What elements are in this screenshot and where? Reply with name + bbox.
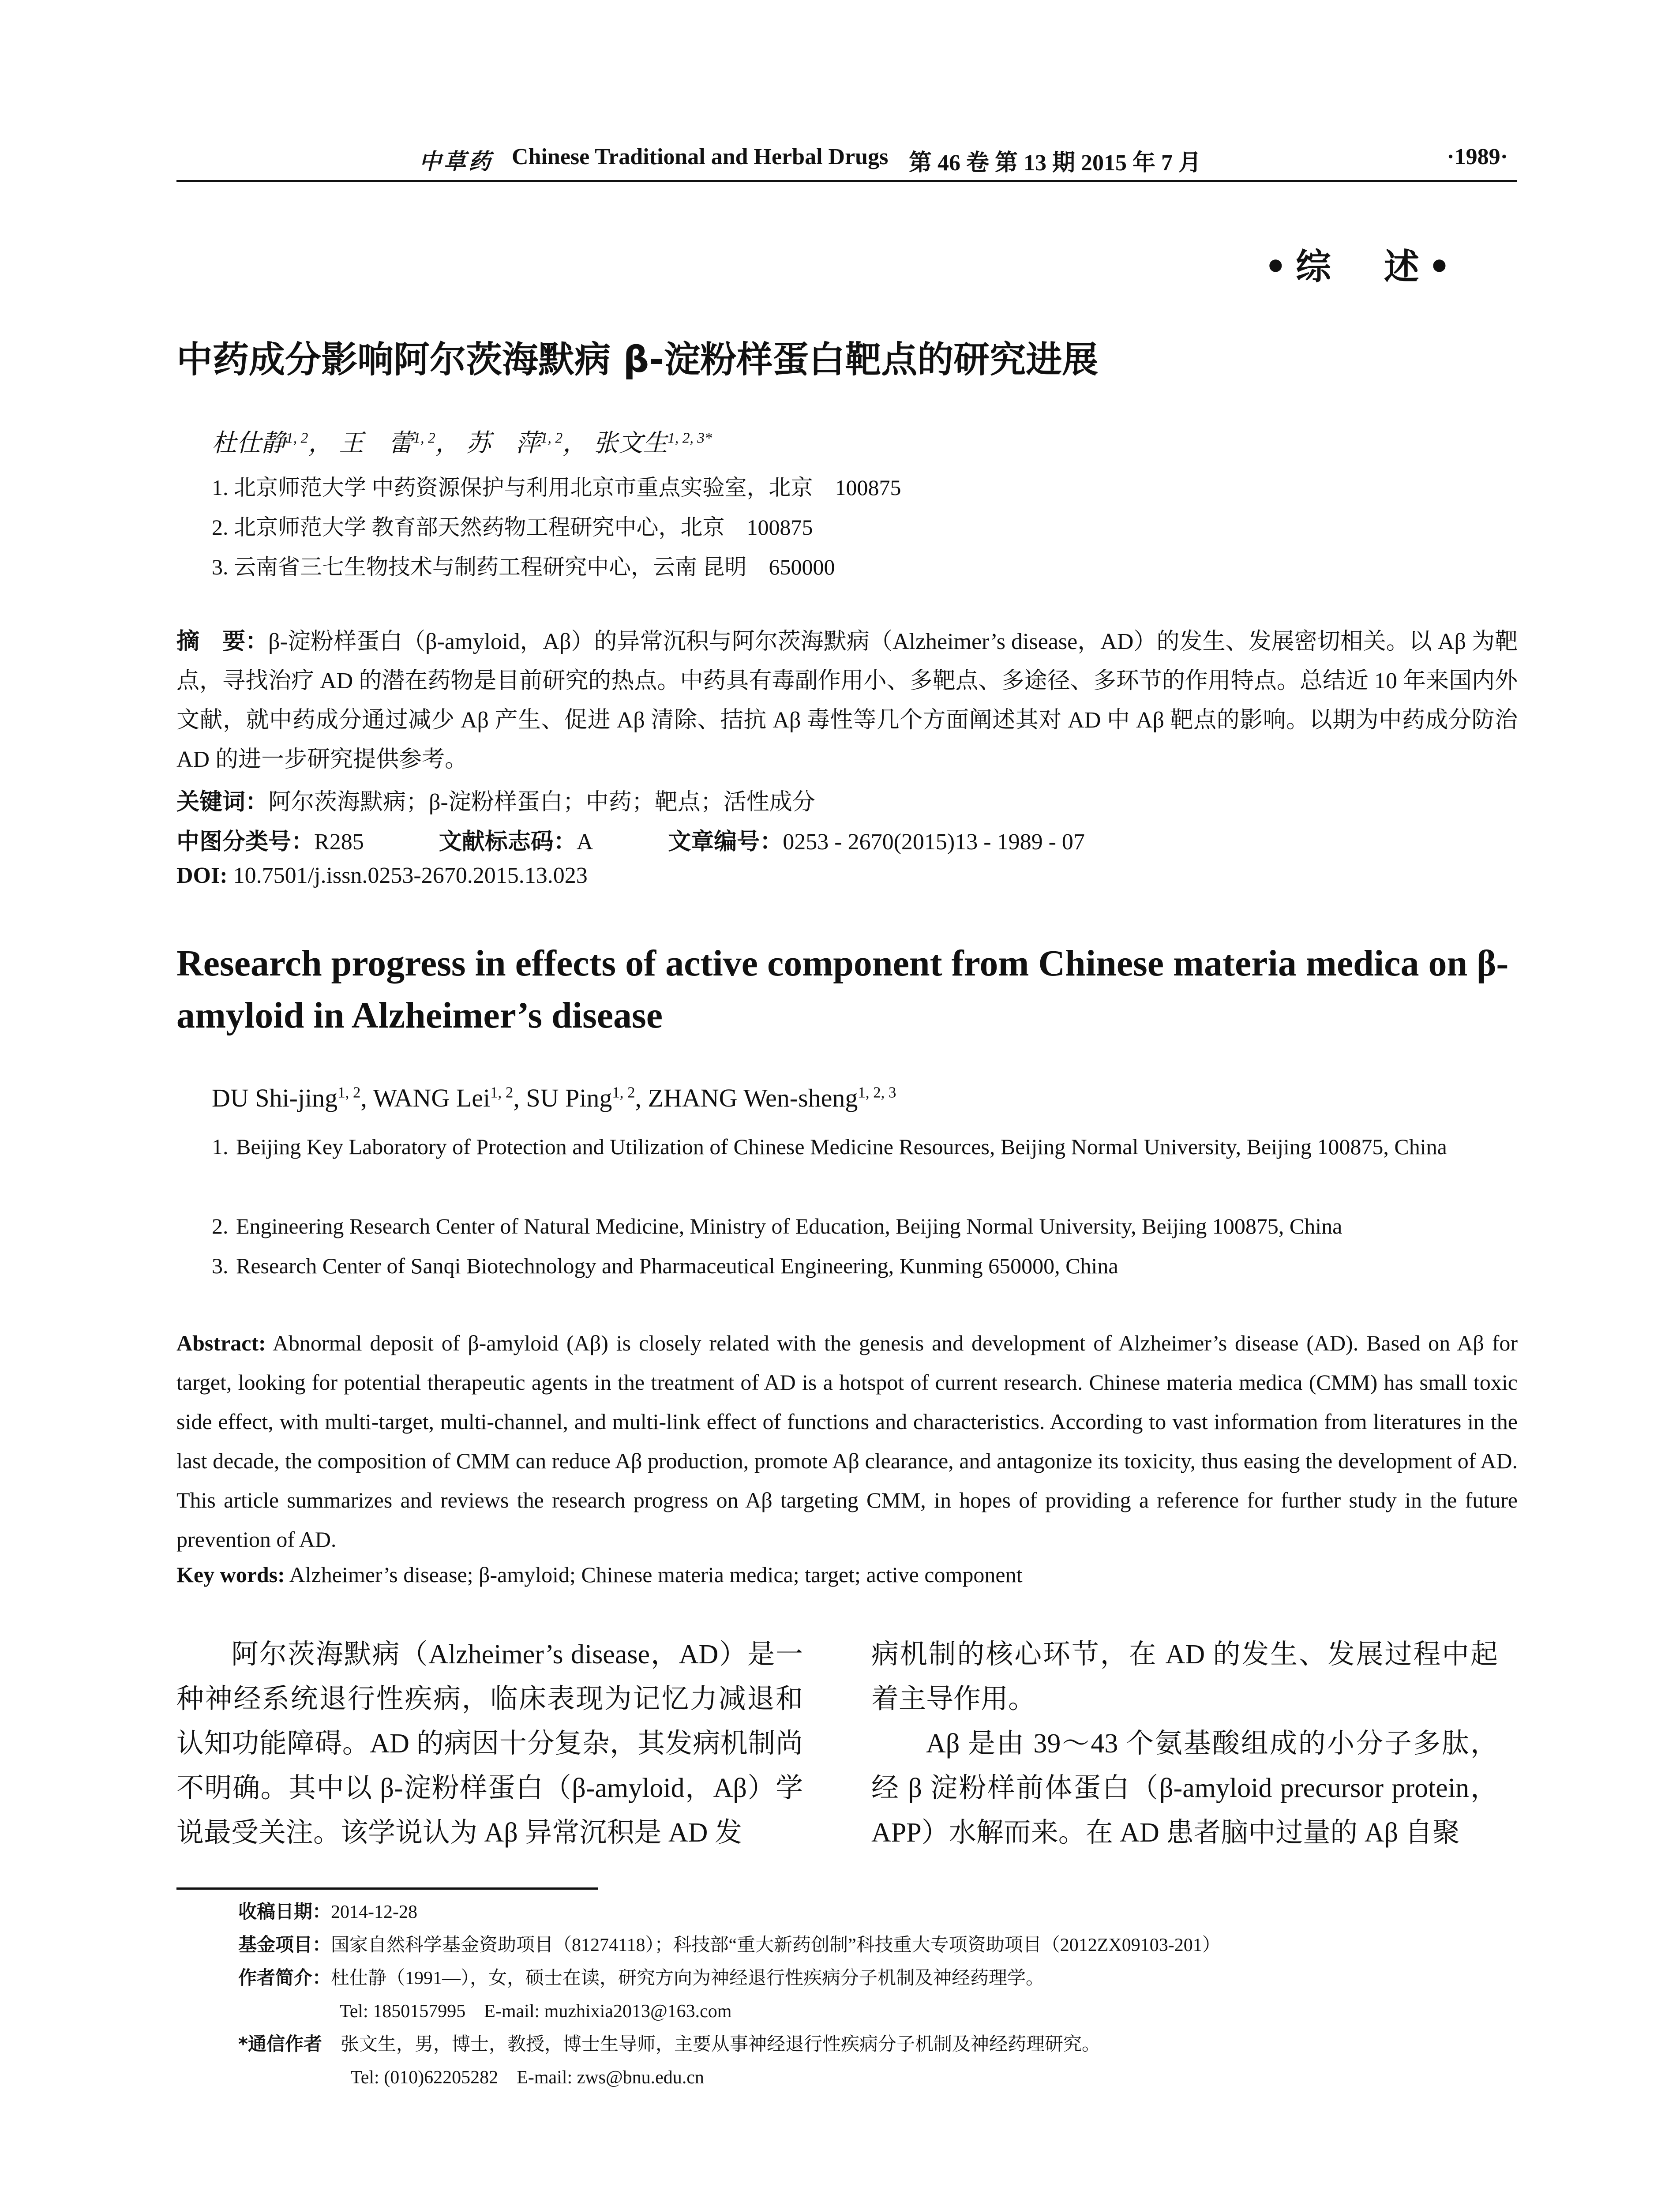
- chinese-affiliation: 3. 云南省三七生物技术与制药工程研究中心，云南 昆明 650000: [212, 555, 835, 579]
- page-number: ·1989·: [1447, 144, 1508, 169]
- keywords-text: Alzheimer’s disease; β-amyloid; Chinese materia medica; target; active component: [285, 1562, 1023, 1587]
- footnote-fund: [238, 1930, 1221, 1957]
- english-author-list: DU Shi-jing$^{1, 2}$, WANG Lei$^{1, 2}$, SU Ping$^{1, 2}$, ZHANG Wen-sheng$^{1, 2, 3}$: [212, 1084, 896, 1112]
- footnote-author-contact: Tel: 1850157995 E-mail: muzhixia2013@163.com: [340, 2001, 732, 2022]
- footnote-text: 国家自然科学基金资助项目（81274118）；科技部“重大新药创制”科技重大专项资助项目（2012ZX09103-201）: [331, 1935, 1221, 1955]
- author-name: DU Shi-jing: [212, 1084, 338, 1112]
- abstract-text: β-淀粉样蛋白（β-amyloid，Aβ）的异常沉积与阿尔茨海默病（Alzheimer’s disease，AD）的发生、发展密切相关。以 Aβ 为靶点，寻找治疗 AD 的潜在药物是目前研究的热点。中药具有毒副作用小、多靶点、多途径、多环节的作用特点。总结近 10 年来国内外文献，就中药成分通过减少 Aβ 产生、促进 Aβ 清除、拮抗 Aβ 毒性等几个方面阐述其对 AD 中 Aβ 靶点的影响。以期为中药成分防治 AD 的进一步研究提供参考。: [176, 629, 1518, 772]
- class-value: R285: [314, 829, 364, 855]
- author-affiliation-marker: 1, 2, 3*: [668, 430, 712, 446]
- author-affiliation-marker: 1, 2: [612, 1084, 635, 1101]
- footnote-received: [238, 1897, 417, 1924]
- affiliation-text: Beijing Key Laboratory of Protection and Utilization of Chinese Medicine Resources, Beijing Normal University, Beijing 100875, China: [236, 1134, 1447, 1159]
- chinese-author-list: 杜仕静$^{1, 2}$， 王 蕾$^{1, 2}$， 苏 萍$^{1, 2}$， 张文生$^{1, 2, 3*}$: [212, 430, 712, 457]
- journal-logo: 中草药: [419, 149, 493, 174]
- body-paragraph: 阿尔茨海默病（Alzheimer’s disease，AD）是一种神经系统退行性疾病，临床表现为记忆力减退和认知功能障碍。AD 的病因十分复杂，其发病机制尚不明确。其中以 β-淀粉样蛋白（β-amyloid，Aβ）学说最受关注。该学说认为 Aβ 异常沉积是 AD 发: [176, 1639, 803, 1848]
- chinese-keywords: [176, 783, 815, 816]
- article-number-value: 0253 - 2670(2015)13 - 1989 - 07: [783, 829, 1085, 855]
- abstract-text: Abnormal deposit of β-amyloid (Aβ) is closely related with the genesis and development of Alzheimer’s disease (AD). Based on Aβ for target, looking for potential therapeutic agents in the treatment of AD is a hotspot of current research. Chinese materia medica (CMM) has small toxic side effect, with multi-target, multi-channel, and multi-link effect of functions and characteristics. According to vast information from literatures in the last decade, the composition of CMM can reduce Aβ production, promote Aβ clearance, and antagonize its toxicity, thus easing the development of AD. This article summarizes and reviews the research progress on Aβ targeting CMM, in hopes of providing a reference for further study in the future prevention of AD.: [176, 1331, 1518, 1552]
- article-number-label: 文章编号：: [668, 829, 783, 855]
- footnote-label: 作者简介：: [238, 1967, 331, 1988]
- body-column-right: [871, 1632, 1498, 1855]
- affiliation-number: 2.: [212, 1214, 229, 1238]
- english-keywords: [176, 1562, 1022, 1587]
- body-paragraph: Aβ 是由 39～43 个氨基酸组成的小分子多肽，经 β 淀粉样前体蛋白（β-amyloid precursor protein，APP）水解而来。在 AD 患者脑中过量的 Aβ 自聚: [871, 1729, 1498, 1848]
- doc-code-label: 文献标志码：: [439, 829, 577, 855]
- affiliation-number: 1.: [212, 1134, 229, 1159]
- doi-label: DOI:: [176, 863, 228, 888]
- footnote-corresponding-contact: Tel: (010)62205282 E-mail: zws@bnu.edu.cn: [351, 2067, 704, 2088]
- abstract-label: Abstract:: [176, 1331, 266, 1355]
- affiliation-text: Engineering Research Center of Natural Medicine, Ministry of Education, Beijing Normal University, Beijing 100875, China: [236, 1214, 1342, 1238]
- footnote-text: 张文生，男，博士，教授，博士生导师，主要从事神经退行性疾病分子机制及神经药理研究。: [340, 2034, 1100, 2055]
- journal-name: Chinese Traditional and Herbal Drugs: [512, 144, 889, 169]
- affiliation-number: 3.: [212, 1253, 229, 1278]
- author-affiliation-marker: 1, 2: [413, 430, 435, 446]
- running-header: [176, 140, 1517, 182]
- footnote-text: 2014-12-28: [331, 1902, 417, 1922]
- abstract-label: 摘 要：: [176, 628, 269, 655]
- classification-line: [176, 823, 1085, 856]
- author-name: 苏 萍: [466, 430, 540, 457]
- author-name: 杜仕静: [212, 430, 286, 457]
- footnote-author: [238, 1963, 1044, 1990]
- footnote-label: *通信作者: [238, 2033, 322, 2055]
- english-affiliation: [212, 1246, 1518, 1286]
- doi-line: [176, 863, 588, 889]
- author-affiliation-marker: 1, 2: [490, 1084, 514, 1101]
- chinese-affiliation: 1. 北京师范大学 中药资源保护与利用北京市重点实验室，北京 100875: [212, 475, 901, 500]
- keywords-label: 关键词：: [176, 789, 269, 815]
- keywords-text: 阿尔茨海默病；β-淀粉样蛋白；中药；靶点；活性成分: [268, 790, 815, 815]
- section-label: •综 述•: [1264, 246, 1459, 287]
- issue-info: 第 46 卷 第 13 期 2015 年 7 月: [909, 150, 1202, 176]
- chinese-abstract: [176, 622, 1518, 779]
- author-name: 张文生: [593, 430, 668, 457]
- author-affiliation-marker: 1, 2: [338, 1084, 361, 1101]
- footnote-label: 收稿日期：: [238, 1901, 331, 1922]
- author-name: 王 蕾: [339, 430, 413, 457]
- body-paragraph: 病机制的核心环节，在 AD 的发生、发展过程中起着主导作用。: [871, 1639, 1498, 1714]
- english-title: Research progress in effects of active component from Chinese materia medica on β-amyloid in Alzheimer’s disease: [176, 943, 1509, 1036]
- class-label: 中图分类号：: [176, 829, 315, 855]
- english-affiliation: [212, 1207, 1518, 1246]
- footnote-corresponding: [238, 2030, 1100, 2056]
- chinese-title: 中药成分影响阿尔茨海默病 β-淀粉样蛋白靶点的研究进展: [176, 339, 1099, 381]
- english-affiliation: [212, 1127, 1518, 1167]
- author-affiliation-marker: 1, 2: [286, 430, 308, 446]
- keywords-label: Key words:: [176, 1562, 285, 1587]
- author-name: SU Ping: [526, 1084, 612, 1112]
- author-affiliation-marker: 1, 2: [540, 430, 563, 446]
- body-column-left: [176, 1632, 803, 1855]
- author-affiliation-marker: 1, 2, 3: [858, 1084, 896, 1101]
- english-abstract: [176, 1324, 1518, 1559]
- doi-value: 10.7501/j.issn.0253-2670.2015.13.023: [227, 863, 588, 888]
- affiliation-text: Research Center of Sanqi Biotechnology and Pharmaceutical Engineering, Kunming 650000, China: [236, 1253, 1118, 1278]
- footnote-text: 杜仕静（1991—），女，硕士在读，研究方向为神经退行性疾病分子机制及神经药理学。: [331, 1968, 1045, 1988]
- chinese-affiliation: 2. 北京师范大学 教育部天然药物工程研究中心，北京 100875: [212, 515, 813, 540]
- doc-code-value: A: [576, 829, 593, 855]
- footnote-label: 基金项目：: [238, 1934, 331, 1955]
- author-name: WANG Lei: [373, 1084, 491, 1112]
- footnote-divider: [176, 1887, 598, 1890]
- author-name: ZHANG Wen-sheng: [648, 1084, 858, 1112]
